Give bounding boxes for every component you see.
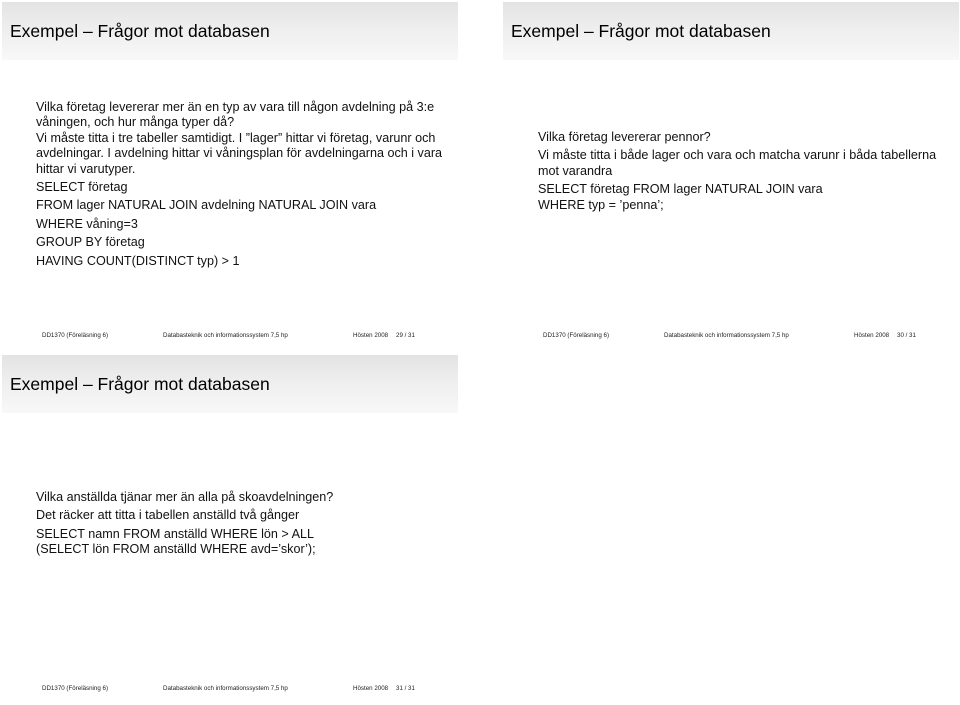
sql-line: GROUP BY företag [36,235,145,250]
slide-29 [2,2,458,352]
slide-title-bar [2,2,458,60]
footer-term: Hösten 2008 [353,685,389,692]
explanation-line: avdelningar. I avdelning hittar vi våningsplan för avdelningarna och i vara [36,146,443,161]
slide-30 [503,2,959,352]
question-line: Vilka anställda tjänar mer än alla på skoavdelningen? [36,490,334,504]
slide-title: Exempel – Frågor mot databasen [10,374,270,394]
footer-page-number: 31 / 31 [396,685,415,692]
footer-term: Hösten 2008 [353,332,389,339]
sql-line: FROM lager NATURAL JOIN avdelning NATURAL JOIN vara [36,198,377,213]
slide-title-bar [2,355,458,413]
sql-line: (SELECT lön FROM anställd WHERE avd=’skor’); [36,542,316,557]
question-line: Vilka företag levererar mer än en typ av vara till någon avdelning på 3:e [36,100,435,114]
slide-footer [2,685,458,697]
explanation-line: Vi måste titta i både lager och vara och matcha varunr i båda tabellerna [538,148,937,163]
slide-content [36,490,448,558]
slide-title: Exempel – Frågor mot databasen [511,21,771,41]
sql-line: SELECT företag FROM lager NATURAL JOIN vara [538,182,823,197]
question-line: Vilka företag levererar pennor? [538,130,711,144]
footer-term: Hösten 2008 [854,332,890,339]
sql-line: WHERE typ = ’penna’; [538,197,664,212]
slide-footer [503,332,959,344]
footer-course: DD1370 (Föreläsning 6) [42,332,109,339]
slide-content [36,100,448,269]
explanation-line: Vi måste titta i tre tabeller samtidigt. I ”lager” hittar vi företag, varunr och [36,130,436,145]
sql-line: SELECT företag [36,180,128,195]
footer-course: DD1370 (Föreläsning 6) [42,685,109,692]
footer-course: DD1370 (Föreläsning 6) [543,332,610,339]
explanation-line: mot varandra [538,163,613,178]
footer-page-number: 29 / 31 [396,332,415,339]
slide-title-bar [503,2,959,60]
slide-footer [2,332,458,344]
slide-31 [2,355,458,705]
footer-course-title: Databasteknik och informationssystem 7,5 hp [664,332,789,339]
sql-line: SELECT namn FROM anställd WHERE lön > ALL [36,526,314,541]
slide-title: Exempel – Frågor mot databasen [10,21,270,41]
footer-course-title: Databasteknik och informationssystem 7,5 hp [163,685,288,692]
footer-course-title: Databasteknik och informationssystem 7,5 hp [163,332,288,339]
sql-line: HAVING COUNT(DISTINCT typ) > 1 [36,253,240,268]
explanation-line: Det räcker att titta i tabellen anställd två gånger [36,508,300,523]
slide-content [538,130,950,213]
explanation-line: hittar vi varutyper. [36,161,136,176]
question-line: våningen, och hur många typer då? [36,115,235,130]
sql-line: WHERE våning=3 [36,216,138,231]
footer-page-number: 30 / 31 [897,332,916,339]
